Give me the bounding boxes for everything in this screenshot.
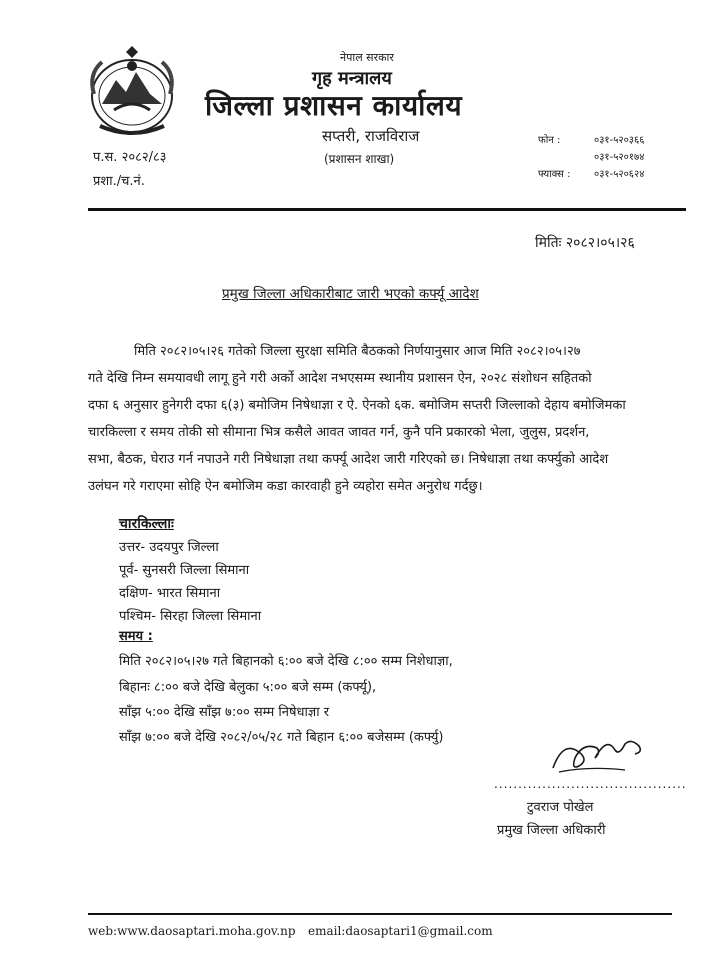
phone-line-1: [538, 132, 644, 149]
letter-date: मितिः २०८२।०५।२६: [535, 235, 635, 251]
boundary-east: पूर्व- सुनसरी जिल्ला सिमाना: [119, 563, 250, 578]
timing-line: बिहानः ८:०० बजे देखि बेलुका ५:०० बजे सम्म (कर्फ्यू),: [119, 680, 377, 695]
phone-label: फोन :: [538, 135, 561, 146]
boundaries-heading: चारकिल्लाः: [119, 516, 174, 532]
timing-heading: समय :: [119, 629, 153, 644]
timing-line: मिति २०८२।०५।२७ गते बिहानको ६:०० बजे देखि ८:०० सम्म निशेधाज्ञा,: [119, 654, 453, 669]
header-divider: [88, 208, 686, 211]
body-line: उलंघन गरे गराएमा सोहि ऐन बमोजिम कडा कारवाही हुने व्यहोरा समेत अनुरोध गर्दछु।: [88, 479, 483, 494]
nepal-government-emblem: [80, 44, 184, 140]
body-line: चारकिल्ला र समय तोकी सो सीमाना भित्र कसैले आवत जावत गर्न, कुनै पनि प्रकारको भेला, जुलुस, प्रदर्शन,: [88, 425, 590, 440]
reference-number: प.स. २०८२/८३: [93, 150, 167, 165]
timing-line: साँझ ७:०० बजे देखि २०८२/०५/२८ गते बिहान ६:०० बजेसम्म (कर्फ्यु): [119, 730, 444, 745]
phone-line-2: [538, 149, 644, 166]
timing-line: साँझ ५:०० देखि साँझ ७:०० सम्म निषेधाज्ञा र: [119, 705, 330, 720]
footer-email: email:daosaptari1@gmail.com: [308, 924, 493, 938]
fax-value: ०३१-५२०६२४: [594, 169, 645, 180]
body-line: सभा, बैठक, घेराउ गर्न नपाउने गरी निषेधाज्ञा तथा कर्फ्यू आदेश जारी गरिएको छ। निषेधाज्ञा तथा कर्फ्युको आदेश: [88, 452, 609, 467]
signatory-title: प्रमुख जिल्ला अधिकारी: [497, 823, 606, 838]
office-branch: (प्रशासन शाखा): [324, 152, 395, 166]
fax-label: फ्याक्स :: [538, 169, 571, 180]
body-line: दफा ६ अनुसार हुनेगरी दफा ६(३) बमोजिम निषेधाज्ञा र ऐ. ऐनको ६क. बमोजिम सप्तरी जिल्लाको देहाय बमोजिमका: [88, 398, 626, 413]
office-location: सप्तरी, राजविराज: [322, 127, 420, 145]
body-line: गते देखि निम्न समयावधी लागू हुने गरी अर्को आदेश नभएसम्म स्थानीय प्रशासन ऐन, २०२८ संशोधन सहितको: [88, 371, 592, 386]
boundary-south: दक्षिण- भारत सिमाना: [119, 586, 221, 601]
signature-line: ........................................: [494, 777, 687, 791]
fax-line: [538, 166, 644, 183]
signatory-name: टुवराज पोखेल: [527, 800, 594, 815]
dispatch-number: प्रशा./च.नं.: [93, 174, 145, 189]
phone-value: ०३१-५२०३६६: [594, 135, 645, 146]
handwritten-signature: [549, 730, 649, 776]
contact-block: [538, 132, 644, 183]
letter-subject: प्रमुख जिल्ला अधिकारीबाट जारी भएको कर्फ्यू आदेश: [222, 286, 479, 302]
boundary-north: उत्तर- उदयपुर जिल्ला: [119, 540, 219, 555]
footer-divider: [88, 913, 672, 915]
ministry-name: गृह मन्त्रालय: [312, 68, 392, 89]
body-line: मिति २०८२।०५।२६ गतेको जिल्ला सुरक्षा समिति बैठकको निर्णयानुसार आज मिति २०८२।०५।२७: [134, 344, 581, 359]
government-label: नेपाल सरकार: [340, 51, 394, 64]
office-title: जिल्ला प्रशासन कार्यालय: [205, 89, 463, 122]
footer-website: web:www.daosaptari.moha.gov.np: [88, 924, 296, 938]
boundary-west: पश्चिम- सिरहा जिल्ला सिमाना: [119, 609, 262, 624]
phone-value-2: ०३१-५२०१७४: [594, 152, 645, 163]
